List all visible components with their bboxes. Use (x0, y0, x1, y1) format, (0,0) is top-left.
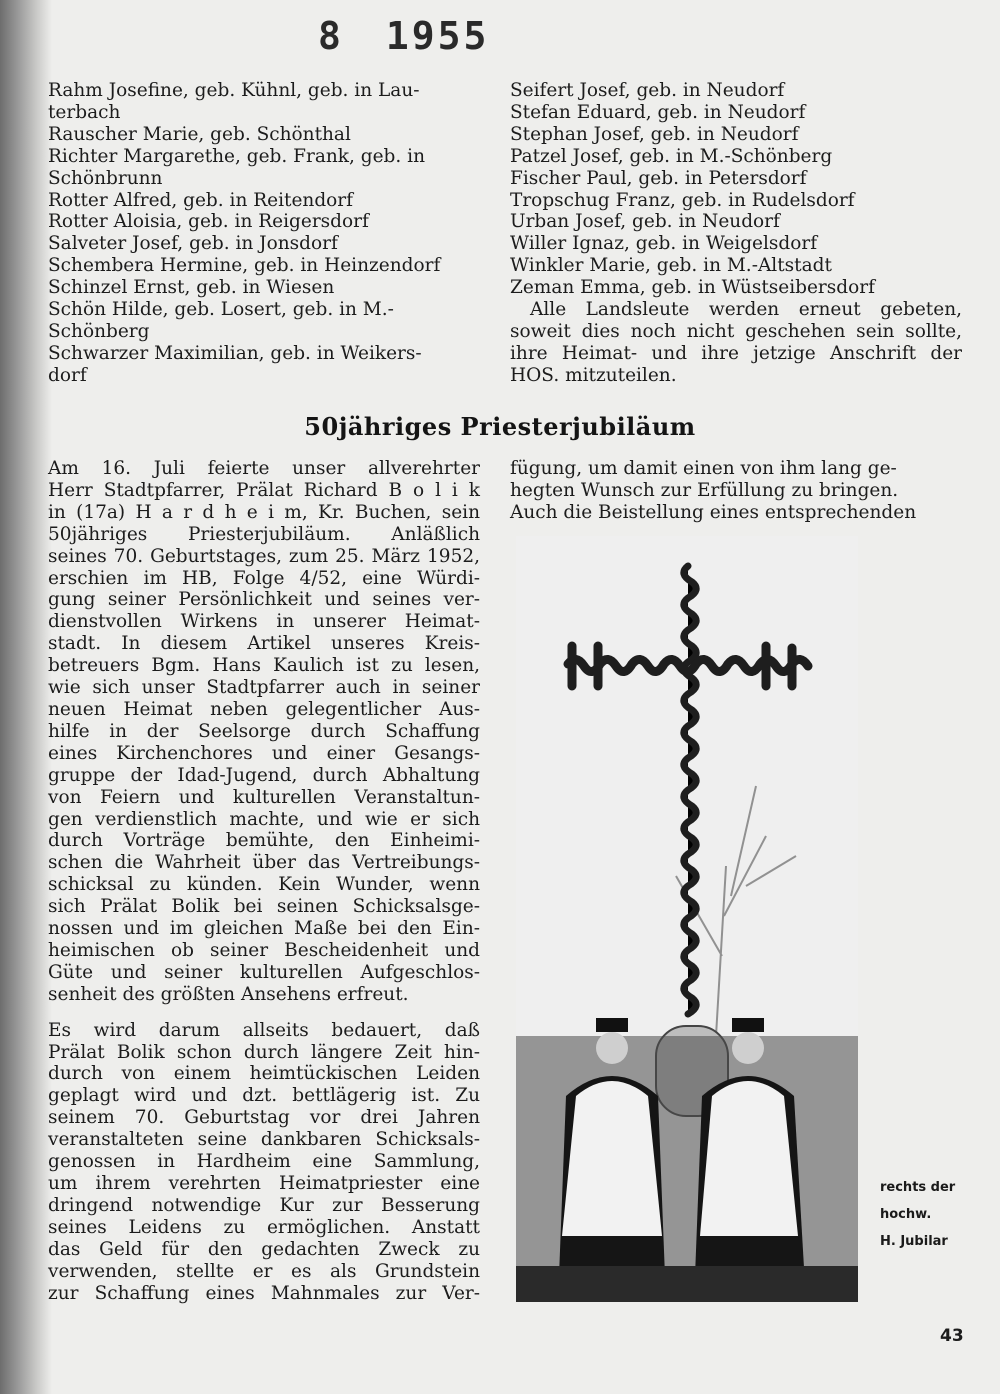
article-line: seines 70. Geburtstages, zum 25. März 1952, (48, 545, 480, 567)
article-line: gen verdienstlich machte, und wie er sich (48, 808, 480, 830)
article-line: das Geld für den gedachten Zweck zu (48, 1238, 480, 1260)
list-line: Stefan Eduard, geb. in Neudorf (510, 101, 806, 123)
article-line: dienstvollen Wirkens in unserer Heimat- (48, 611, 480, 633)
list-line: Schinzel Ernst, geb. in Wiesen (48, 277, 335, 299)
article-line: wie sich unser Stadtpfarrer auch in seiner (48, 677, 480, 699)
list-line: Schembera Hermine, geb. in Heinzendorf (48, 255, 441, 277)
list-line: Seifert Josef, geb. in Neudorf (510, 80, 785, 101)
issue-stamp (318, 14, 489, 58)
article-line: neuen Heimat neben gelegentlicher Aus- (48, 698, 480, 720)
article-line: veranstalteten seine dankbaren Schicksals- (48, 1129, 480, 1151)
list-line: Schön Hilde, geb. Losert, geb. in M.- (48, 299, 394, 321)
list-line: Schönbrunn (48, 167, 163, 189)
appeal-paragraph: Alle Landsleute werden erneut gebeten, soweit dies noch nicht geschehen sein sollte, ihre Heimat- und ihre jetzige Anschrift der HOS. mitzuteilen. (510, 299, 962, 386)
list-line: Urban Josef, geb. in Neudorf (510, 211, 780, 233)
article-line: Auch die Beistellung eines entsprechenden (510, 501, 917, 523)
caption-line: H. Jubilar (880, 1234, 948, 1249)
article-line: hilfe in der Seelsorge durch Schaffung (48, 720, 480, 742)
article-line: Güte und seiner kulturellen Aufgeschlos- (48, 961, 480, 983)
article-line: schen die Wahrheit über das Vertreibungs- (48, 852, 480, 874)
list-line: Salveter Josef, geb. in Jonsdorf (48, 233, 338, 255)
list-line: Winkler Marie, geb. in M.-Altstadt (510, 255, 832, 277)
article-line: betreuers Bgm. Hans Kaulich ist zu lesen, (48, 655, 480, 677)
article-line: hegten Wunsch zur Erfüllung zu bringen. (510, 479, 899, 501)
issue-year: 1955 (385, 14, 490, 58)
article-line: schicksal zu künden. Kein Wunder, wenn (48, 874, 480, 896)
caption-line: rechts der (880, 1180, 956, 1195)
article-line: senheit des größten Ansehens erfreut. (48, 983, 409, 1005)
article-line: Herr Stadtpfarrer, Prälat Richard B o l i k (48, 479, 480, 501)
article-line: gruppe der Idad-Jugend, durch Abhaltung (48, 764, 480, 786)
article-line: dringend notwendige Kur zur Besserung (48, 1194, 480, 1216)
list-line: Stephan Josef, geb. in Neudorf (510, 123, 799, 145)
name-list-left (48, 80, 478, 387)
list-line: Schwarzer Maximilian, geb. in Weikers- (48, 342, 422, 364)
list-line: Rotter Alfred, geb. in Reitendorf (48, 189, 353, 211)
article-line: durch Vorträge bemühte, den Einheimi- (48, 830, 480, 852)
list-line: dorf (48, 364, 87, 386)
article-line: seines Leidens zu ermöglichen. Anstatt (48, 1216, 480, 1238)
caption-line: hochw. (880, 1207, 932, 1222)
photo-memorial-cross (516, 536, 858, 1302)
list-line: Patzel Josef, geb. in M.-Schönberg (510, 145, 833, 167)
list-line: Richter Margarethe, geb. Frank, geb. in (48, 145, 425, 167)
article-line: gung seiner Persönlichkeit und seines ver- (48, 589, 480, 611)
list-line: Rotter Aloisia, geb. in Reigersdorf (48, 211, 369, 233)
list-line: Tropschug Franz, geb. in Rudelsdorf (510, 189, 855, 211)
article-column-right (510, 458, 962, 524)
article-column-left (48, 458, 480, 1304)
page-number: 43 (940, 1326, 964, 1346)
article-line: in (17a) H a r d h e i m, Kr. Buchen, sein (48, 501, 480, 523)
list-line: terbach (48, 101, 121, 123)
article-line: nossen und im gleichen Maße bei den Ein- (48, 918, 480, 940)
article-line: genossen in Hardheim eine Sammlung, (48, 1151, 480, 1173)
list-line: Zeman Emma, geb. in Wüstseibersdorf (510, 277, 875, 299)
article-line: geplagt wird und dzt. bettlägerig ist. Zu (48, 1085, 480, 1107)
name-list-right (510, 80, 962, 387)
article-heading: 50jähriges Priesterjubiläum (304, 412, 696, 441)
photo-caption (880, 1174, 980, 1255)
list-line: Rauscher Marie, geb. Schönthal (48, 123, 351, 145)
issue-number: 8 (318, 14, 344, 58)
article-line: Am 16. Juli feierte unser allverehrter (48, 458, 480, 479)
article-line: zur Schaffung eines Mahnmales zur Ver- (48, 1282, 480, 1304)
article-line: 50jähriges Priesterjubiläum. Anläßlich (48, 523, 480, 545)
article-line: von Feiern und kulturellen Veranstaltun- (48, 786, 480, 808)
article-line: erschien im HB, Folge 4/52, eine Würdi- (48, 567, 480, 589)
article-line: fügung, um damit einen von ihm lang ge- (510, 458, 897, 479)
article-line: um ihrem verehrten Heimatpriester eine (48, 1173, 480, 1194)
article-line: durch von einem heimtückischen Leiden (48, 1063, 480, 1085)
article-line: heimischen ob seiner Bescheidenheit und (48, 939, 480, 961)
list-line: Willer Ignaz, geb. in Weigelsdorf (510, 233, 818, 255)
article-line: eines Kirchenchores und einer Gesangs- (48, 742, 480, 764)
article-line: sich Prälat Bolik bei seinen Schicksalsge- (48, 896, 480, 918)
article-line: stadt. In diesem Artikel unseres Kreis- (48, 633, 480, 655)
list-line: Rahm Josefine, geb. Kühnl, geb. in Lau- (48, 80, 420, 101)
article-line: seinem 70. Geburtstag vor drei Jahren (48, 1107, 480, 1129)
list-line: Fischer Paul, geb. in Petersdorf (510, 167, 807, 189)
article-line: verwenden, stellte er es als Grundstein (48, 1260, 480, 1282)
article-line: Prälat Bolik schon durch längere Zeit hin- (48, 1041, 480, 1063)
page-binding-shadow (0, 0, 52, 1394)
article-line: Es wird darum allseits bedauert, daß (48, 1019, 480, 1041)
list-line: Schönberg (48, 320, 150, 342)
